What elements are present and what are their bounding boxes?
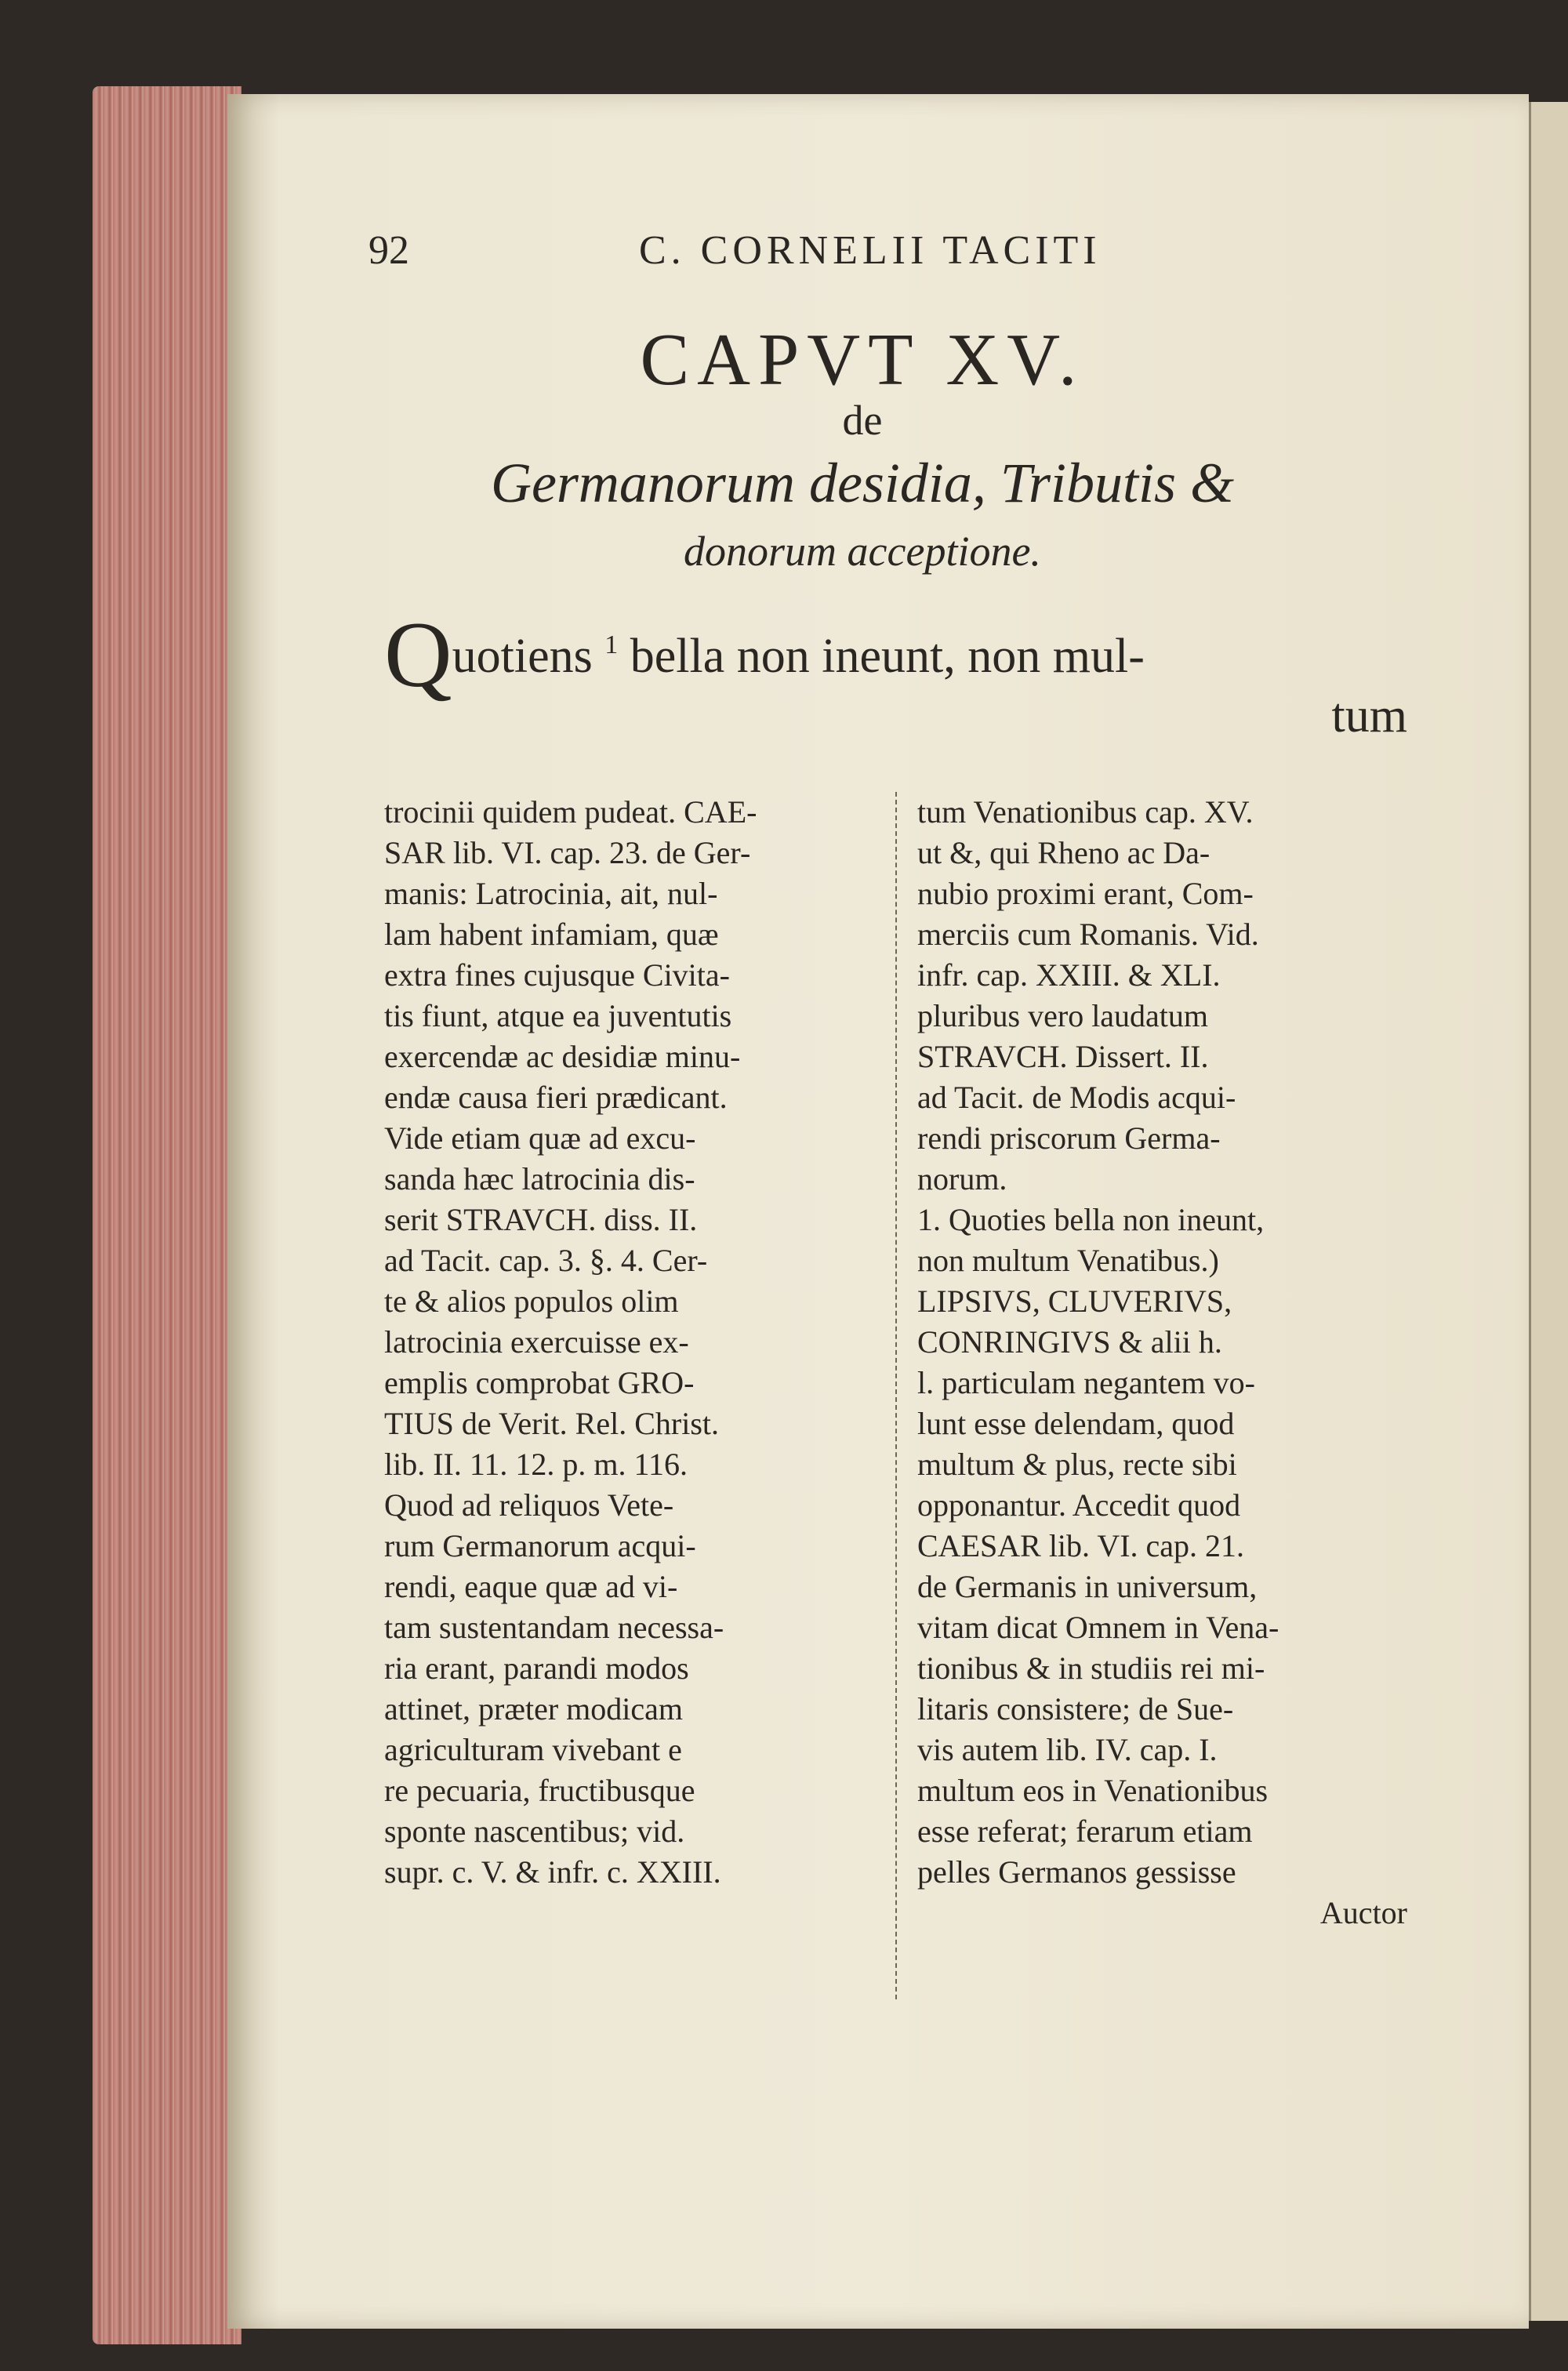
- note-line: l. particulam negantem vo-: [917, 1365, 1255, 1400]
- notes-right-column: [917, 792, 1407, 1933]
- note-line: lib. II. 11. 12. p. m. 116.: [384, 1447, 688, 1482]
- note-line: manis: Latrocinia, ait, nul-: [384, 876, 718, 911]
- note-line: infr. cap. XXIII. & XLI.: [917, 957, 1221, 993]
- note-line: Quod ad reliquos Vete-: [384, 1487, 674, 1523]
- note-line: ad Tacit. de Modis acqui-: [917, 1080, 1236, 1115]
- drop-cap: Q: [384, 602, 452, 706]
- note-line: emplis comprobat GRO-: [384, 1365, 695, 1400]
- main-text-first-word: uotiens: [452, 630, 593, 683]
- note-line: de Germanis in universum,: [917, 1569, 1258, 1604]
- main-text-continuation: bella non ineunt, non mul-: [630, 630, 1145, 683]
- note-line: vis autem lib. IV. cap. I.: [917, 1732, 1218, 1767]
- main-text-line2: tum: [1331, 688, 1407, 743]
- notes-left-column: [384, 792, 874, 1893]
- note-line: rum Germanorum acqui-: [384, 1528, 696, 1563]
- note-line: lunt esse delendam, quod: [917, 1406, 1235, 1441]
- note-line: endæ causa fieri prædicant.: [384, 1080, 728, 1115]
- note-line: STRAVCH. Dissert. II.: [917, 1039, 1209, 1074]
- note-line: pluribus vero laudatum: [917, 998, 1209, 1033]
- note-line: supr. c. V. & infr. c. XXIII.: [384, 1854, 721, 1890]
- note-line: SAR lib. VI. cap. 23. de Ger-: [384, 835, 751, 870]
- note-line: latrocinia exercuisse ex-: [384, 1324, 689, 1360]
- note-line: vitam dicat Omnem in Vena-: [917, 1610, 1279, 1645]
- note-line: TIUS de Verit. Rel. Christ.: [384, 1406, 720, 1441]
- note-line: extra fines cujusque Civita-: [384, 957, 730, 993]
- chapter-title: CAPVT XV.: [640, 319, 1085, 401]
- note-line: ad Tacit. cap. 3. §. 4. Cer-: [384, 1243, 708, 1278]
- note-line: nubio proximi erant, Com-: [917, 876, 1254, 911]
- main-text: [384, 602, 1407, 746]
- note-line: litaris consistere; de Sue-: [917, 1691, 1234, 1727]
- page-number: 92: [368, 228, 409, 273]
- note-line: merciis cum Romanis. Vid.: [917, 917, 1259, 952]
- note-line: lam habent infamiam, quæ: [384, 917, 719, 952]
- note-line: attinet, præter modicam: [384, 1691, 683, 1727]
- note-line: serit STRAVCH. diss. II.: [384, 1202, 698, 1237]
- note-line: norum.: [917, 1161, 1007, 1196]
- note-line: multum eos in Venationibus: [917, 1773, 1269, 1808]
- note-line: agriculturam vivebant e: [384, 1732, 682, 1767]
- note-line: re pecuaria, fructibusque: [384, 1773, 695, 1808]
- page-header: [368, 227, 1529, 290]
- page-edge-fore: [93, 86, 241, 2344]
- note-line: opponantur. Accedit quod: [917, 1487, 1241, 1523]
- note-line: ut &, qui Rheno ac Da-: [917, 835, 1210, 870]
- note-line: 1. Quoties bella non ineunt,: [917, 1202, 1265, 1237]
- note-line: rendi, eaque quæ ad vi-: [384, 1569, 678, 1604]
- note-line: tionibus & in studiis rei mi-: [917, 1650, 1265, 1686]
- note-line: CAESAR lib. VI. cap. 21.: [917, 1528, 1245, 1563]
- column-divider: [895, 792, 898, 1999]
- footnote-marker: 1: [604, 630, 619, 659]
- note-line: rendi priscorum Germa-: [917, 1120, 1221, 1156]
- note-line: tum Venationibus cap. XV.: [917, 794, 1254, 830]
- note-line: Vide etiam quæ ad excu-: [384, 1120, 696, 1156]
- note-line: te & alios populos olim: [384, 1284, 679, 1319]
- note-line: non multum Venatibus.): [917, 1243, 1219, 1278]
- note-line: CONRINGIVS & alii h.: [917, 1324, 1222, 1360]
- note-line: LIPSIVS, CLUVERIVS,: [917, 1284, 1232, 1319]
- note-line: tam sustentandam necessa-: [384, 1610, 724, 1645]
- chapter-de: de: [842, 397, 883, 444]
- note-line: trocinii quidem pudeat. CAE-: [384, 794, 757, 830]
- chapter-subtitle-line2: donorum acceptione.: [684, 528, 1041, 575]
- catchword: Auctor: [1319, 1895, 1407, 1930]
- note-line: sponte nascentibus; vid.: [384, 1814, 685, 1849]
- note-line: ria erant, parandi modos: [384, 1650, 689, 1686]
- chapter-subtitle: Germanorum desidia, Tributis &: [490, 452, 1235, 514]
- note-line: multum & plus, recte sibi: [917, 1447, 1237, 1482]
- next-page-edge: [1529, 102, 1568, 2321]
- note-line: tis fiunt, atque ea juventutis: [384, 998, 732, 1033]
- note-line: pelles Germanos gessisse: [917, 1854, 1236, 1890]
- note-line: sanda hæc latrocinia dis-: [384, 1161, 695, 1196]
- note-line: esse referat; ferarum etiam: [917, 1814, 1253, 1849]
- running-head: C. CORNELII TACITI: [639, 228, 1102, 273]
- note-line: exercendæ ac desidiæ minu-: [384, 1039, 741, 1074]
